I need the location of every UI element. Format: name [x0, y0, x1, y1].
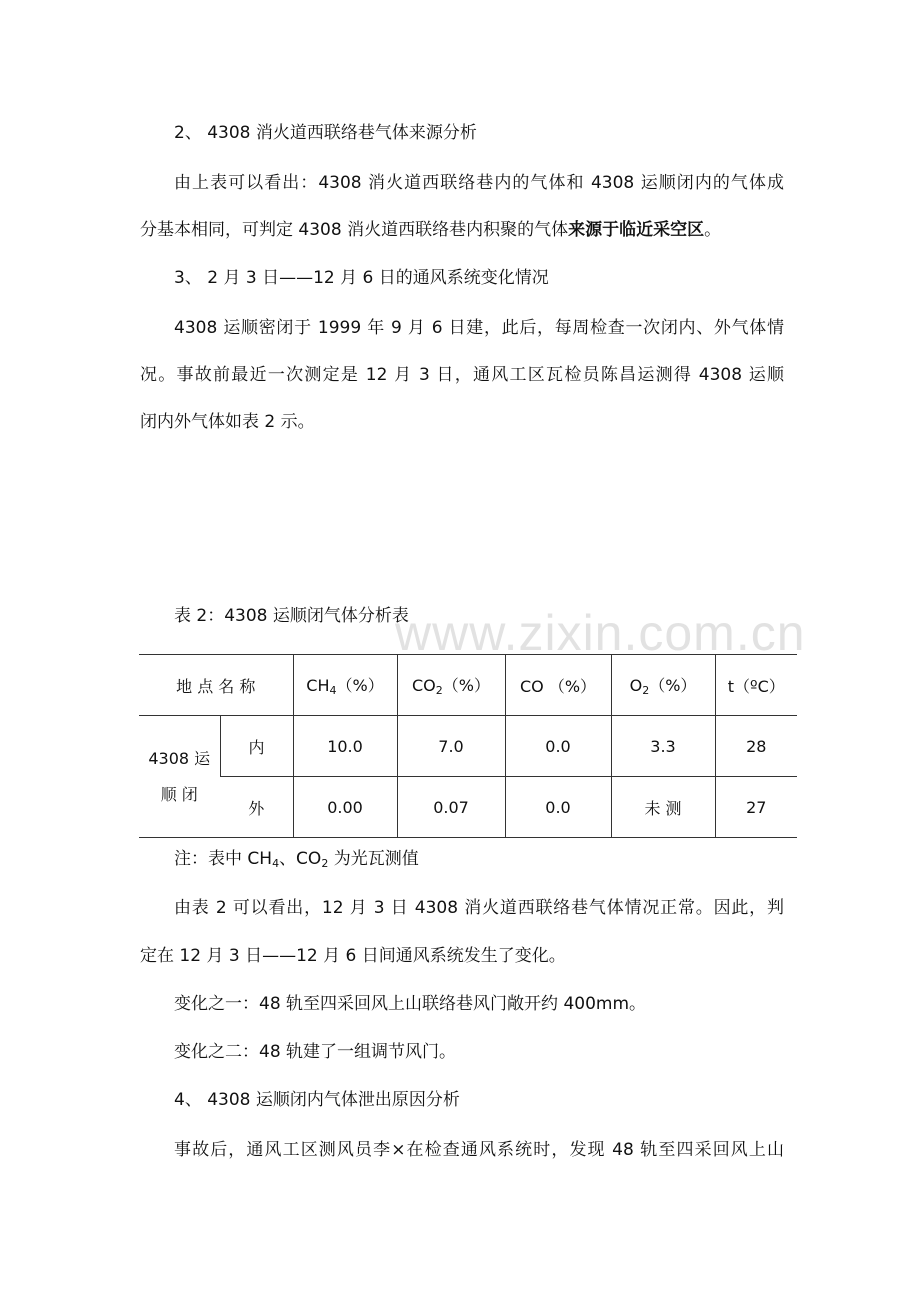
table-note — [174, 848, 419, 875]
bold-phrase: 来源于临近采空区 — [568, 220, 705, 240]
co-cell: 0.0 — [505, 716, 611, 777]
note-text: 注：表中 CH — [174, 849, 273, 869]
place-cell — [139, 716, 220, 838]
header-ch4 — [293, 655, 397, 716]
header-unit: （%） — [336, 676, 384, 695]
gas-analysis-table — [139, 654, 797, 838]
watermark: www.zixin.com.cn — [395, 605, 806, 661]
co2-cell: 0.07 — [397, 777, 505, 838]
section-heading-2: 2、 4308 消火道西联络巷气体来源分析 — [174, 123, 477, 143]
note-text: 、CO — [279, 849, 322, 869]
table-caption: 表 2：4308 运顺闭气体分析表 — [174, 606, 409, 626]
o2-cell: 3.3 — [611, 716, 715, 777]
subscript: 2 — [435, 684, 443, 697]
place-line: 顺 闭 — [160, 784, 198, 804]
paragraph-line: 况。事故前最近一次测定是 12 月 3 日，通风工区瓦检员陈昌运测得 4308 运顺 — [140, 365, 784, 385]
table-row — [139, 777, 797, 838]
position-cell: 外 — [220, 777, 293, 838]
header-co2-label: CO — [412, 676, 436, 695]
header-unit: （%） — [442, 676, 490, 695]
place-line: 4308 运 — [148, 748, 211, 768]
header-temperature: t（ºC） — [715, 655, 797, 716]
table-header-row — [139, 655, 797, 716]
temperature-cell: 27 — [715, 777, 797, 838]
header-ch4-label: CH — [306, 676, 330, 695]
text-span: 。 — [704, 220, 722, 240]
paragraph-line: 事故后，通风工区测风员李×在检查通风系统时，发现 48 轨至四采回风上山 — [174, 1140, 784, 1160]
subscript: 4 — [329, 684, 337, 697]
subscript: 2 — [321, 857, 329, 870]
paragraph-line: 定在 12 月 3 日——12 月 6 日间通风系统发生了变化。 — [140, 946, 566, 966]
section-heading-4: 4、 4308 运顺闭内气体泄出原因分析 — [174, 1090, 460, 1110]
co-cell: 0.0 — [505, 777, 611, 838]
section-heading-3: 3、 2 月 3 日——12 月 6 日的通风系统变化情况 — [174, 268, 549, 288]
paragraph-line: 由表 2 可以看出，12 月 3 日 4308 消火道西联络巷气体情况正常。因此，判 — [174, 898, 784, 918]
paragraph-line: 4308 运顺密闭于 1999 年 9 月 6 日建，此后，每周检查一次闭内、外气体情 — [174, 318, 784, 338]
header-location: 地 点 名 称 — [139, 655, 293, 716]
paragraph-line: 由上表可以看出：4308 消火道西联络巷内的气体和 4308 运顺闭内的气体成 — [174, 173, 784, 193]
temperature-cell: 28 — [715, 716, 797, 777]
change-two: 变化之二：48 轨建了一组调节风门。 — [174, 1042, 457, 1062]
change-one: 变化之一：48 轨至四采回风上山联络巷风门敞开约 400mm。 — [174, 994, 647, 1014]
header-co: CO （%） — [505, 655, 611, 716]
position-cell: 内 — [220, 716, 293, 777]
ch4-cell: 10.0 — [293, 716, 397, 777]
subscript: 4 — [272, 857, 280, 870]
header-o2-label: O — [629, 676, 643, 695]
paragraph-line: 闭内外气体如表 2 示。 — [140, 412, 315, 432]
co2-cell: 7.0 — [397, 716, 505, 777]
table-row — [139, 716, 797, 777]
paragraph-line — [140, 219, 721, 241]
subscript: 2 — [642, 684, 650, 697]
note-text: 为光瓦测值 — [328, 849, 419, 869]
o2-cell: 未 测 — [611, 777, 715, 838]
text-span: 分基本相同，可判定 4308 消火道西联络巷内积聚的气体 — [140, 220, 569, 240]
header-co2 — [397, 655, 505, 716]
header-unit: （%） — [649, 676, 697, 695]
header-o2 — [611, 655, 715, 716]
ch4-cell: 0.00 — [293, 777, 397, 838]
